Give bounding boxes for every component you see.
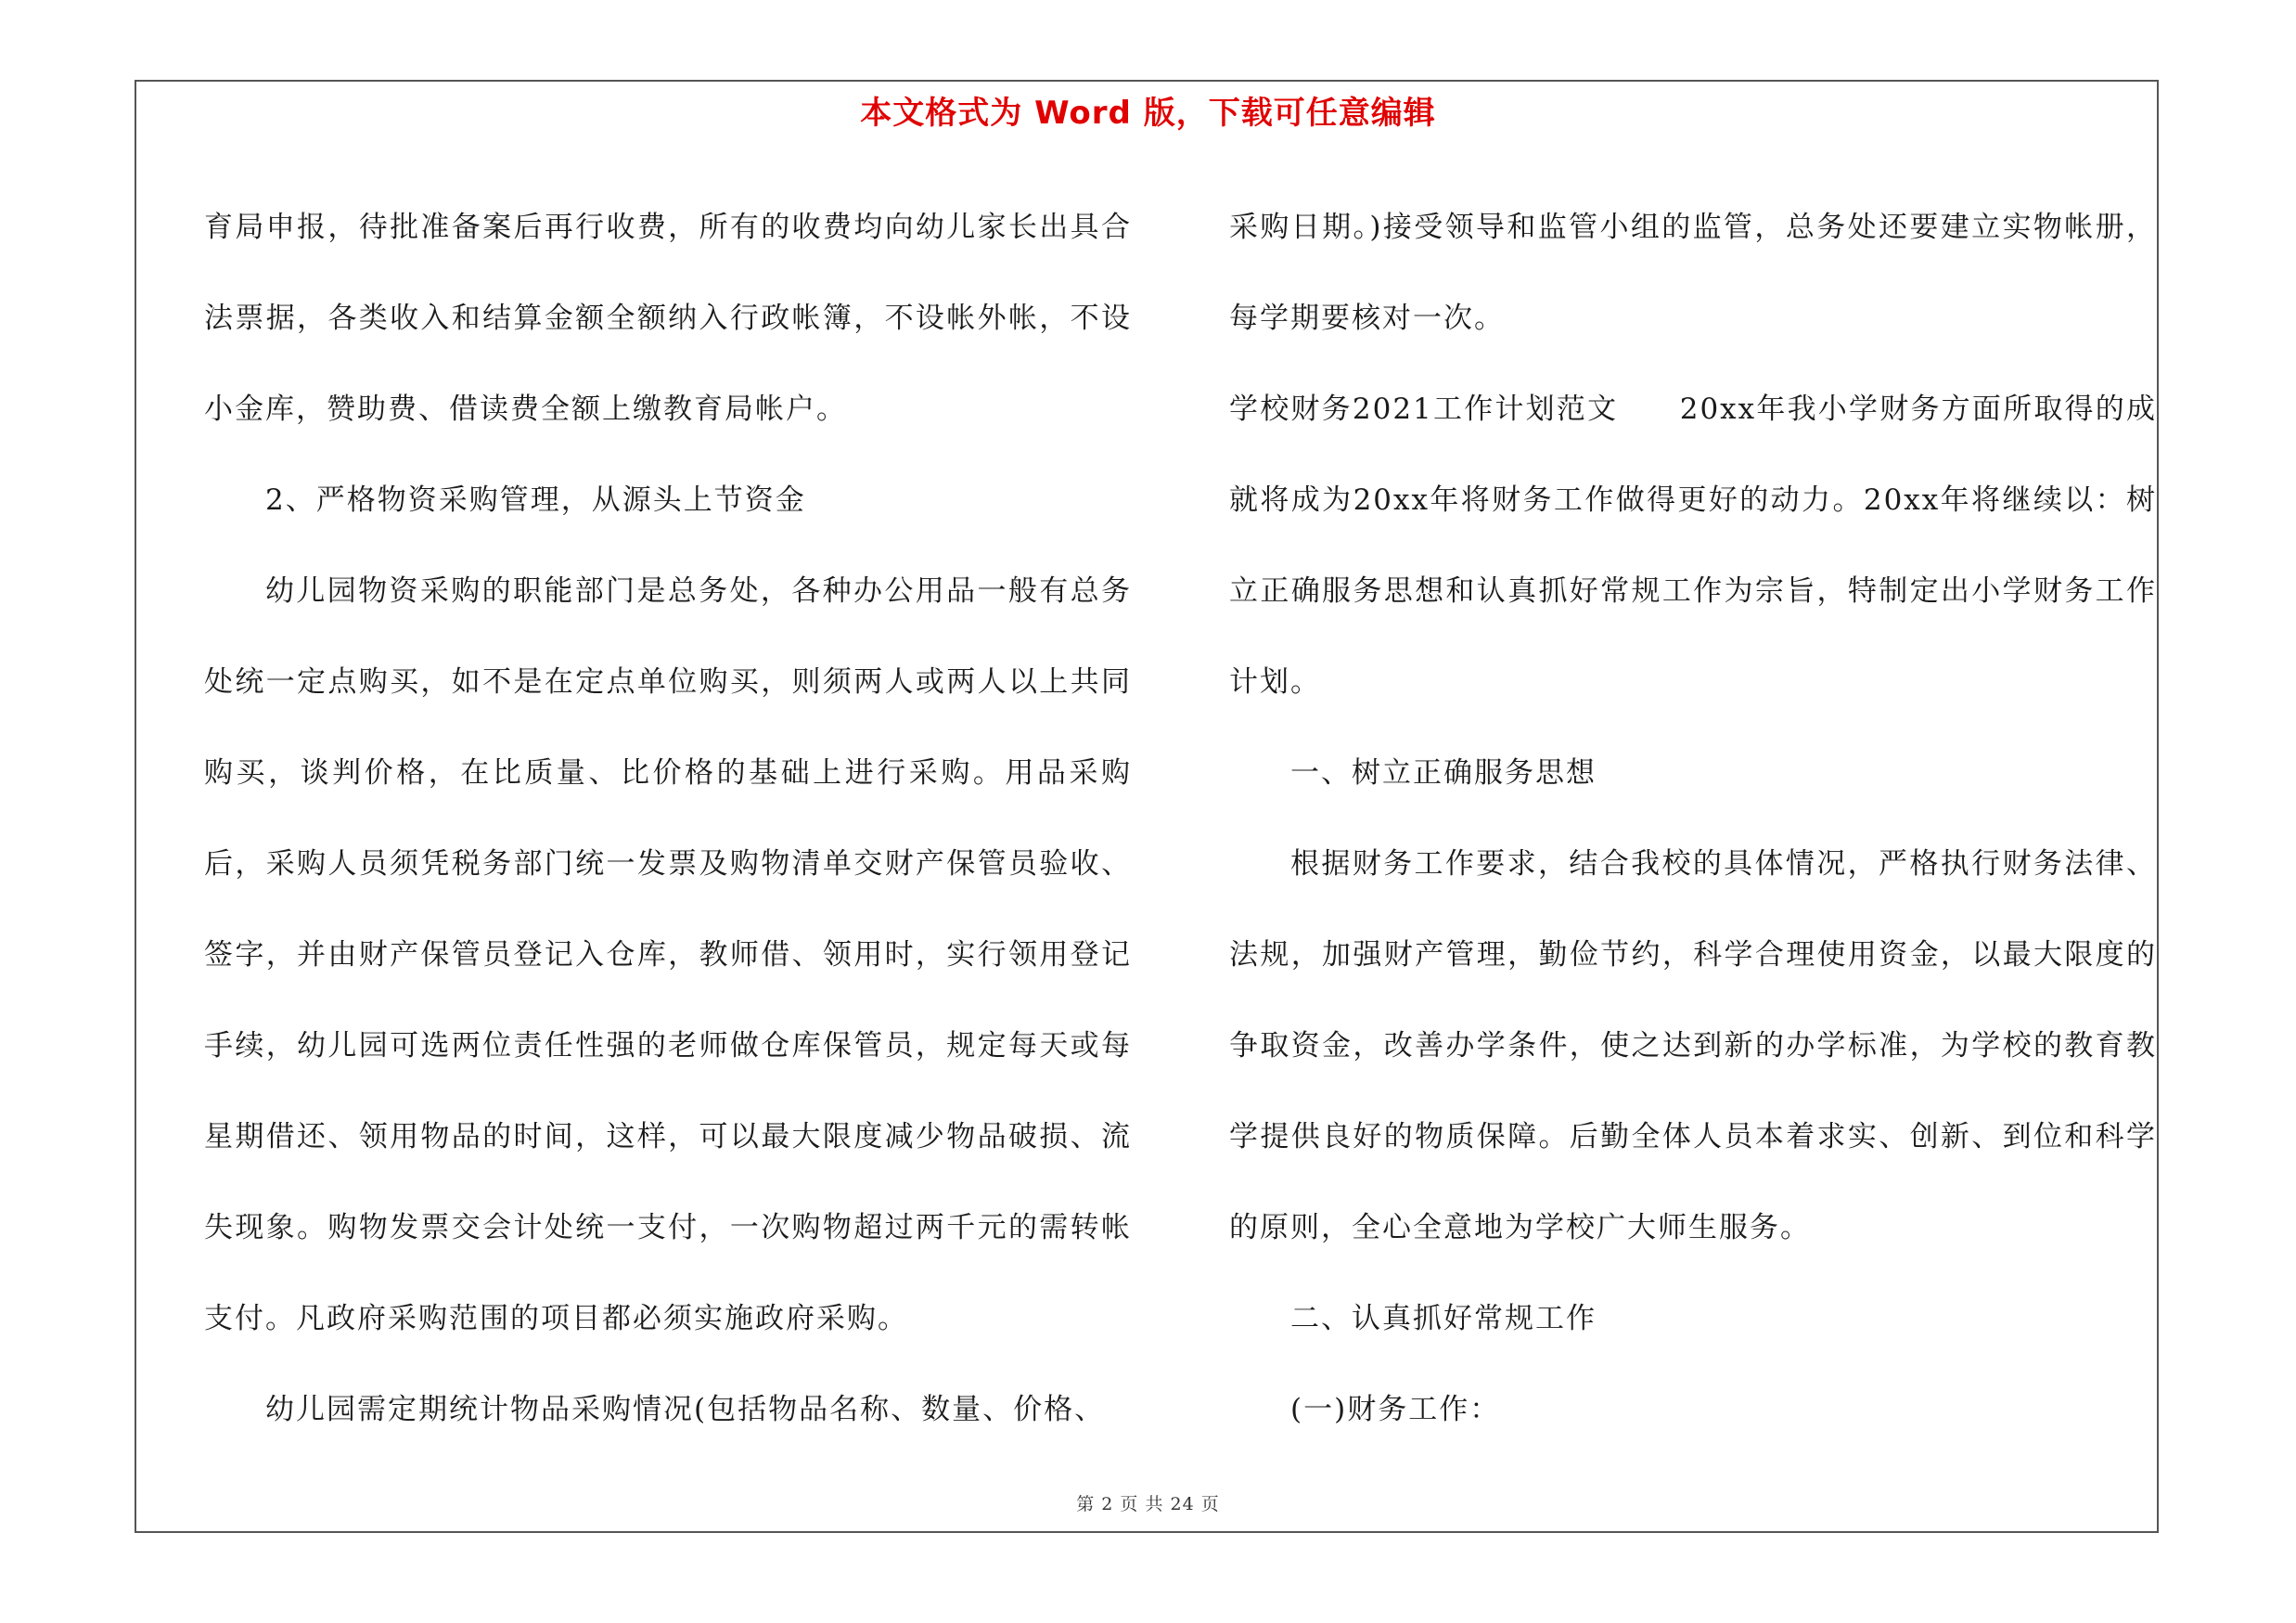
section-heading: 2、严格物资采购管理，从源头上节资金 — [265, 483, 806, 517]
section-heading: 一、树立正确服务思想 — [1290, 756, 1597, 790]
subsection-heading: (一)财务工作： — [1290, 1393, 1501, 1426]
paragraph: 育局申报，待批准备案后再行收费，所有的收费均向幼儿家长出具合法票据，各类收入和结算金额全额纳入行政帐簿，不设帐外帐，不设小金库，赞助费、借读费全额上缴教育局帐户。 — [204, 211, 1132, 426]
paragraph: 采购日期。)接受领导和监管小组的监管，总务处还要建立实物帐册，每学期要核对一次。 — [1229, 211, 2157, 335]
right-column — [1229, 182, 2157, 1455]
paragraph: 根据财务工作要求，结合我校的具体情况，严格执行财务法律、法规，加强财产管理，勤俭节约，科学合理使用资金，以最大限度的争取资金，改善办学条件，使之达到新的办学标准，为学校的教育教学提供良好的物质保障。后勤全体人员本着求实、创新、到位和科学的原则，全心全意地为学校广大师生服务。 — [1229, 847, 2157, 1244]
word-format-banner: 本文格式为 Word 版，下载可任意编辑 — [860, 95, 1436, 132]
section-heading: 二、认真抓好常规工作 — [1290, 1302, 1597, 1335]
paragraph: 幼儿园需定期统计物品采购情况(包括物品名称、数量、价格、 — [265, 1393, 1106, 1426]
page-number-footer: 第 2 页 共 24 页 — [1076, 1494, 1220, 1514]
paragraph: 学校财务2021工作计划范文 20xx年我小学财务方面所取得的成就将成为20xx年将财务工作做得更好的动力。20xx年将继续以：树立正确服务思想和认真抓好常规工作为宗旨，特制定出小学财务工作计划。 — [1229, 393, 2157, 699]
paragraph: 幼儿园物资采购的职能部门是总务处，各种办公用品一般有总务处统一定点购买，如不是在定点单位购买，则须两人或两人以上共同购买，谈判价格，在比质量、比价格的基础上进行采购。用品采购后，采购人员须凭税务部门统一发票及购物清单交财产保管员验收、签字，并由财产保管员登记入仓库，教师借、领用时，实行领用登记手续，幼儿园可选两位责任性强的老师做仓库保管员，规定每天或每星期借还、领用物品的时间，这样，可以最大限度减少物品破损、流失现象。购物发票交会计处统一支付，一次购物超过两千元的需转帐支付。凡政府采购范围的项目都必须实施政府采购。 — [204, 574, 1132, 1335]
left-column — [204, 182, 1132, 1455]
